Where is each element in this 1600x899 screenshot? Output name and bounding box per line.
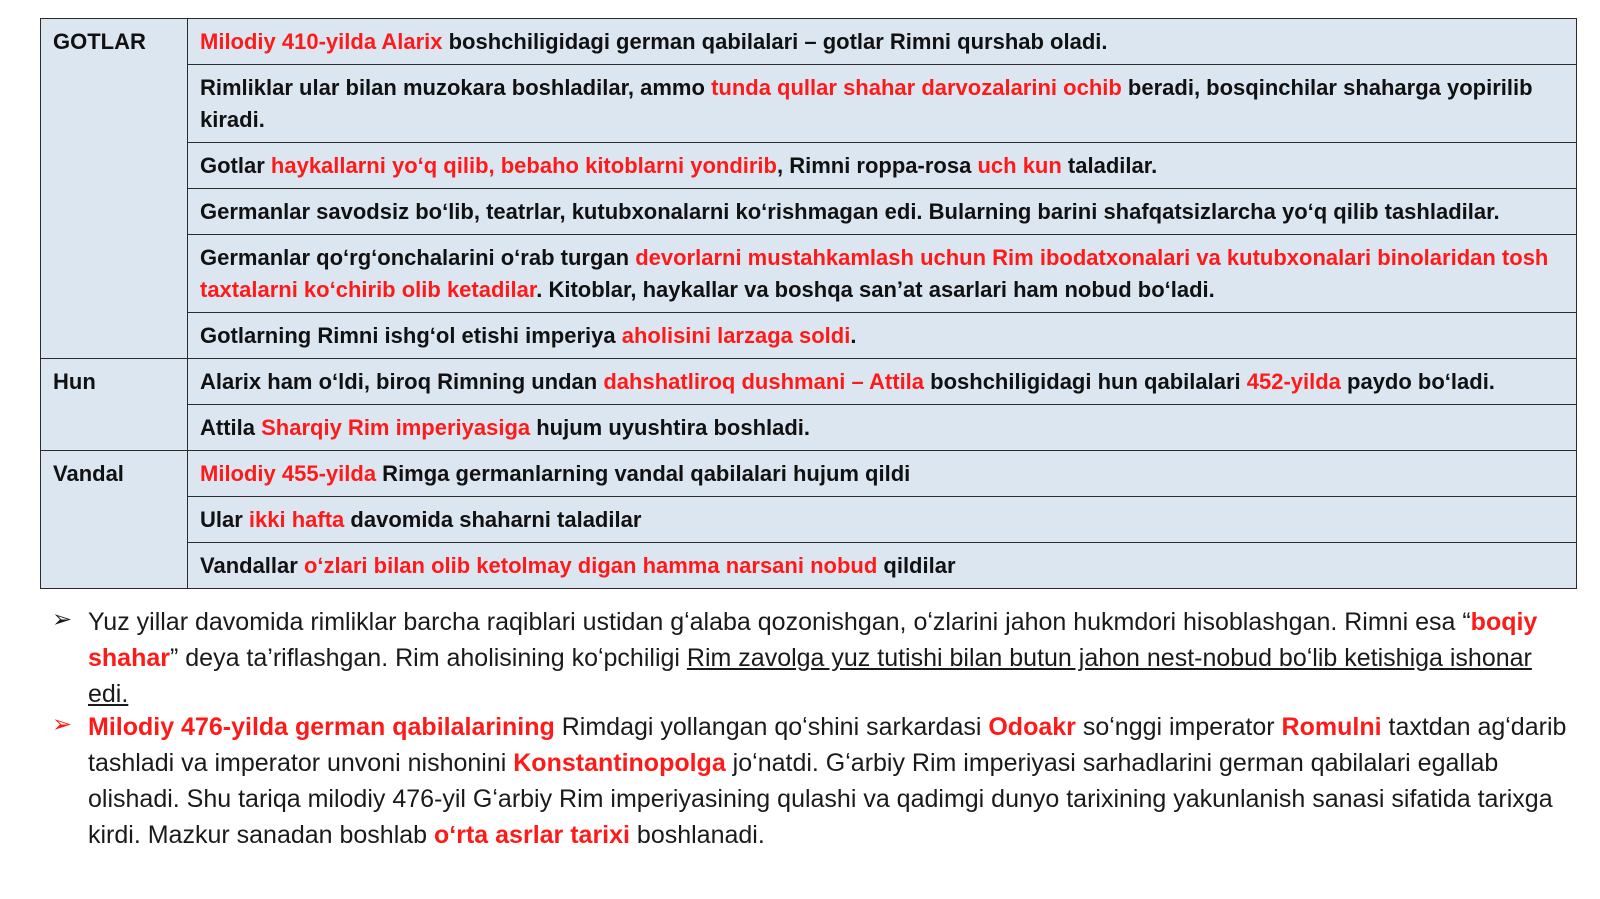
plain-text: taladilar. [1061, 153, 1158, 178]
highlighted-text: ikki hafta [248, 507, 345, 532]
plain-text: Rimliklar ular bilan muzokara boshladilar, ammo [200, 75, 712, 100]
table-row [41, 451, 1577, 497]
plain-text: Yuz yillar davomida rimliklar barcha raqiblari ustidan gʻalaba qozonishgan, oʻzlarini jahon hukmdori hisoblashgan. Rimni esa “ [88, 608, 1471, 636]
plain-text: beradi, bosqinchilar shaharga yopirilib kiradi. [200, 75, 1533, 132]
table-row [41, 543, 1577, 589]
highlighted-text: Odoakr [988, 713, 1076, 741]
highlighted-text: Sharqiy Rim imperiyasiga [261, 415, 531, 440]
plain-text: ” deya ta’riflashgan. Rim aholisining koʻpchiligi [169, 644, 687, 672]
plain-text: soʻnggi imperator [1075, 713, 1282, 741]
event-cell [188, 235, 1577, 313]
history-table [40, 18, 1577, 589]
table-row [41, 313, 1577, 359]
group-label-cell: GOTLAR [41, 19, 188, 359]
table-row [41, 359, 1577, 405]
plain-text: Attila [200, 415, 262, 440]
highlighted-text: Romulni [1281, 713, 1382, 741]
plain-text: boshchiligidagi hun qabilalari [924, 369, 1247, 394]
table-row [41, 497, 1577, 543]
highlighted-text: haykallarni yoʻq qilib, bebaho kitoblarni yondirib [270, 153, 777, 178]
table-row [41, 189, 1577, 235]
bullet-paragraph-1 [52, 604, 1568, 712]
plain-text: Ular [200, 507, 249, 532]
plain-text: . [850, 323, 857, 348]
event-cell [188, 19, 1577, 65]
table-row [41, 235, 1577, 313]
plain-text: taxtdan agʻdarib tashladi va imperator unvoni nishonini [88, 713, 1567, 777]
highlighted-text: oʻzlari bilan olib ketolmay digan hamma narsani nobud [303, 553, 878, 578]
plain-text: davomida shaharni taladilar [344, 507, 642, 532]
bullet-paragraph-2 [52, 709, 1568, 853]
plain-text: hujum uyushtira boshladi. [530, 415, 811, 440]
table-row [41, 405, 1577, 451]
plain-text: Rimdagi yollangan qoʻshini sarkardasi [554, 713, 989, 741]
plain-text: , Rimni roppa-rosa [776, 153, 978, 178]
event-cell [188, 497, 1577, 543]
plain-text: joʻnatdi. Gʻarbiy Rim imperiyasi sarhadlarini german qabilalari egallab olishadi. Shu tariqa milodiy 476-yil Gʻarbiy Rim imperiyasining qulashi va qadimgi dunyo tarixining yakunlanish sanasi sifatida tarixga kirdi. Mazkur sanadan boshlab [88, 749, 1553, 849]
group-label-cell: Vandal [41, 451, 188, 589]
highlighted-text: uch kun [977, 153, 1062, 178]
highlighted-text: 452-yilda [1246, 369, 1341, 394]
plain-text: qildilar [877, 553, 956, 578]
highlighted-text: Konstantinopolga [513, 749, 726, 777]
plain-text: paydo boʻladi. [1340, 369, 1495, 394]
table-row [41, 143, 1577, 189]
event-cell [188, 451, 1577, 497]
highlighted-text: Milodiy 410-yilda Alarix [200, 29, 443, 54]
event-cell [188, 189, 1577, 235]
event-cell [188, 143, 1577, 189]
group-label-cell: Hun [41, 359, 188, 451]
highlighted-text: devorlarni mustahkamlash uchun Rim ibodatxonalari va kutubxonalari binolaridan tosh taxtalarni koʻchirib olib ketadilar [200, 245, 1549, 302]
plain-text: boshlanadi. [629, 821, 765, 849]
event-cell [188, 359, 1577, 405]
event-cell [188, 405, 1577, 451]
plain-text: Germanlar savodsiz boʻlib, teatrlar, kutubxonalarni koʻrishmagan edi. Bularning barini shafqatsizlarcha yoʻq qilib tashladilar. [200, 199, 1500, 224]
highlighted-text: Milodiy 476-yilda german qabilalarining [88, 713, 555, 741]
highlighted-text: boqiy shahar [88, 608, 1538, 672]
plain-text: Rimga germanlarning vandal qabilalari hujum qildi [376, 461, 911, 486]
plain-text: . Kitoblar, haykallar va boshqa san’at asarlari ham nobud boʻladi. [536, 277, 1215, 302]
highlighted-text: Milodiy 455-yilda [200, 461, 377, 486]
event-cell [188, 543, 1577, 589]
event-cell [188, 65, 1577, 143]
plain-text: Vandallar [200, 553, 304, 578]
highlighted-text: tunda qullar shahar darvozalarini ochib [711, 75, 1122, 100]
arrow-bullet-icon: ➢ [52, 606, 73, 633]
plain-text: Germanlar qoʻrgʻonchalarini oʻrab turgan [200, 245, 636, 270]
event-cell [188, 313, 1577, 359]
underlined-text: Rim zavolga yuz tutishi bilan butun jahon nest-nobud boʻlib ketishiga ishonar edi. [88, 644, 1532, 708]
table-row [41, 65, 1577, 143]
plain-text: Gotlar [200, 153, 271, 178]
plain-text: boshchiligidagi german qabilalari – gotlar Rimni qurshab oladi. [442, 29, 1108, 54]
highlighted-text: dahshatliroq dushmani – Attila [603, 369, 925, 394]
highlighted-text: aholisini larzaga soldi [621, 323, 851, 348]
plain-text: Alarix ham oʻldi, biroq Rimning undan [200, 369, 604, 394]
table-row [41, 19, 1577, 65]
arrow-bullet-icon: ➢ [52, 711, 73, 738]
highlighted-text: oʻrta asrlar tarixi [434, 821, 630, 849]
plain-text: Gotlarning Rimni ishgʻol etishi imperiya [200, 323, 622, 348]
